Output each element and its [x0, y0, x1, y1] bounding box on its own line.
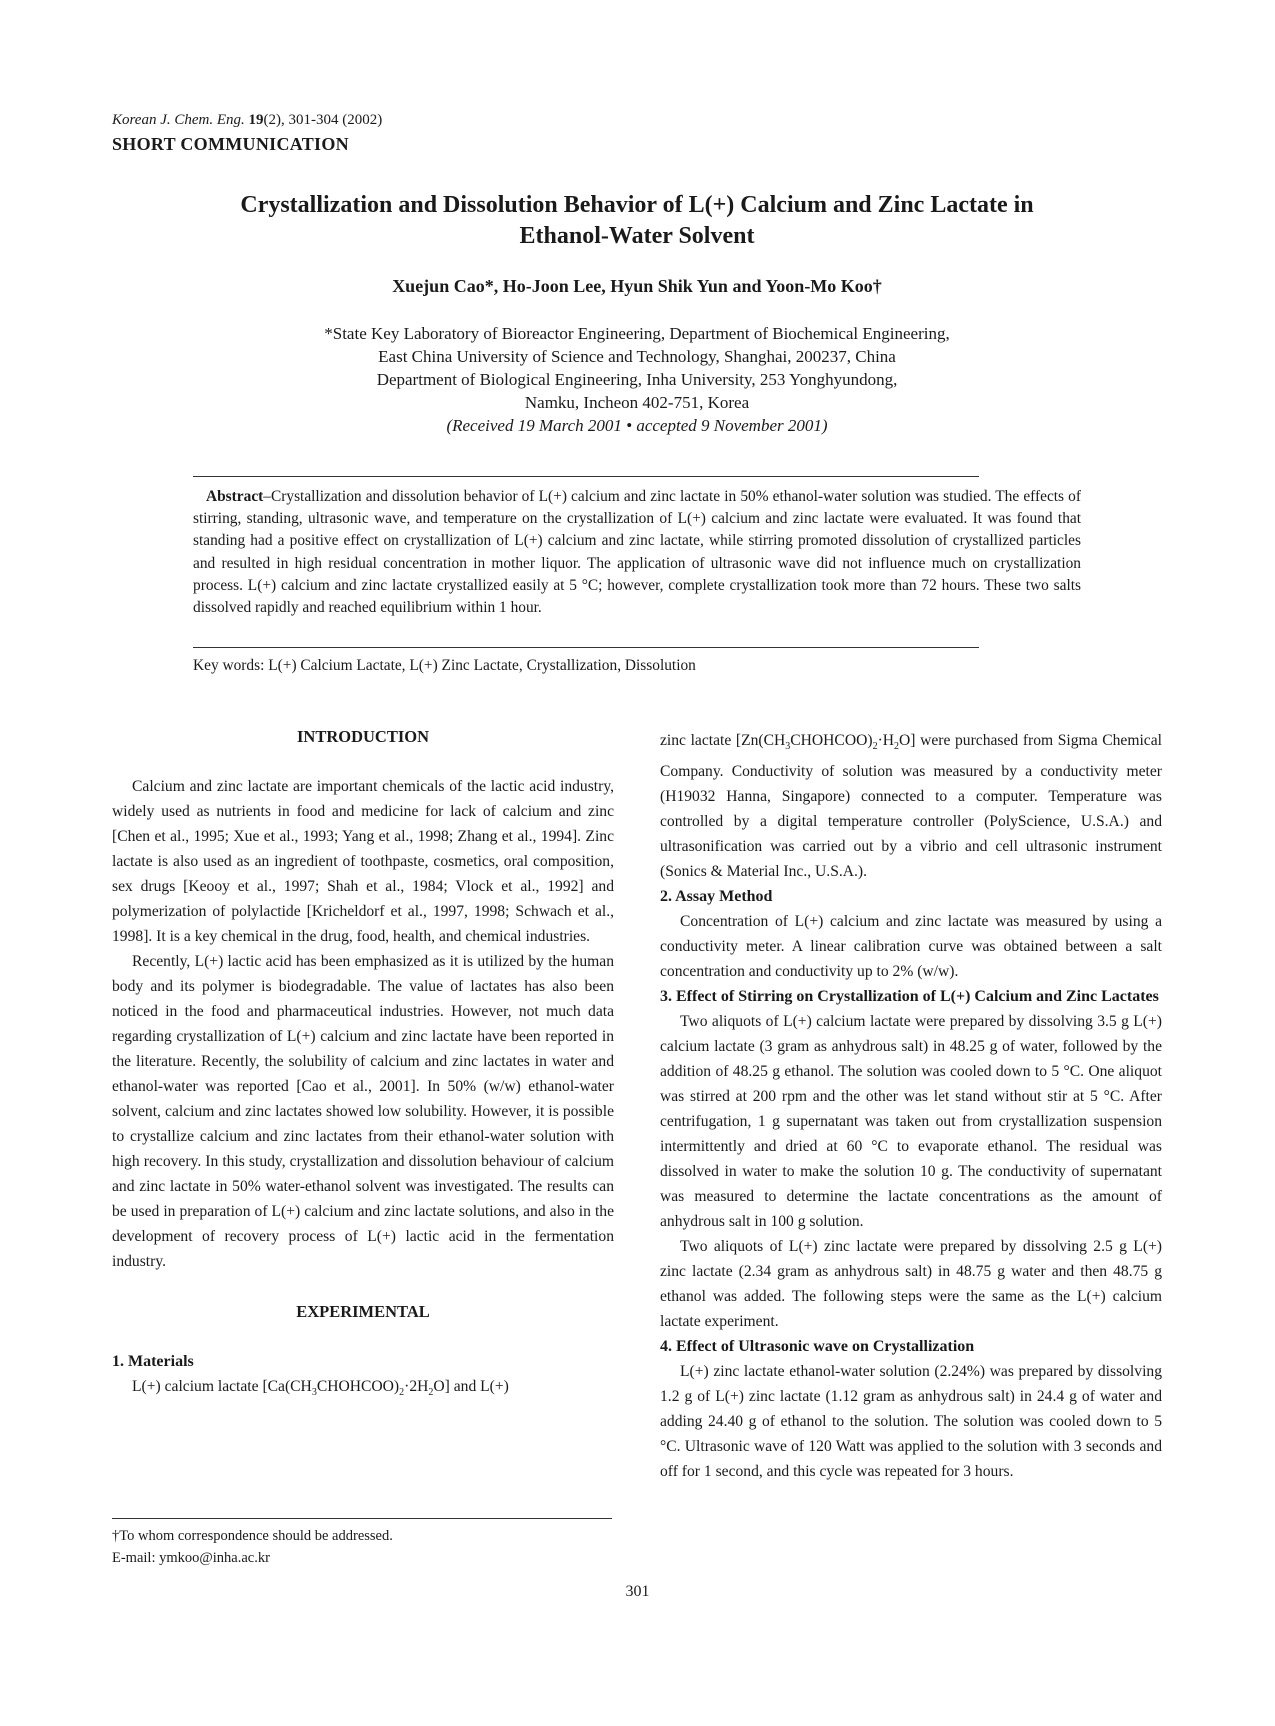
- abstract-label: Abstract: [206, 488, 264, 505]
- introduction-paragraph-2: Recently, L(+) lactic acid has been emphasized as it is utilized by the human body and its polymer is biodegradable. The value of lactates has also been noticed in the food and pharmaceutical industries. However, not much data regarding crystallization of L(+) calcium and zinc lactate have been reported in the literature. Recently, the solubility of calcium and zinc lactates in water and ethanol-water was reported [Cao et al., 2001]. In 50% (w/w) ethanol-water solvent, calcium and zinc lactates showed low solubility. However, it is possible to crystallize calcium and zinc lactates from their ethanol-water solution with high recovery. In this study, crystallization and dissolution behaviour of calcium and zinc lactate in 50% water-ethanol solvent was investigated. The results can be used in preparation of L(+) calcium and zinc lactate solutions, and also in the development of recovery process of L(+) lactic acid in the fermentation industry.: [112, 953, 614, 1270]
- author-list: Xuejun Cao*, Ho-Joon Lee, Hyun Shik Yun and Yoon-Mo Koo†: [392, 276, 882, 296]
- journal-volume: 19: [248, 112, 264, 128]
- affiliation-line-3: Department of Biological Engineering, Inha University, 253 Yonghyundong,: [376, 370, 898, 389]
- subscript-2b: 2: [428, 1387, 434, 1399]
- affiliation-line-2: East China University of Science and Technology, Shanghai, 200237, China: [378, 347, 896, 366]
- received-dates: (Received 19 March 2001 • accepted 9 November 2001): [446, 416, 828, 435]
- abstract: [193, 486, 1081, 619]
- abstract-text: –Crystallization and dissolution behavior of L(+) calcium and zinc lactate in 50% ethanol-water solution was studied. The effects of stirring, standing, ultrasonic wave, and temperature on the crystallization of L(+) calcium and zinc lactate were evaluated. It was found that standing had a positive effect on crystallization of L(+) calcium and zinc lactate, while stirring promoted dissolution of crystallized particles and resulted in high residual concentration in mother liquor. The application of ultrasonic wave did not influence much on crystallization process. L(+) calcium and zinc lactate crystallized easily at 5 °C; however, complete crystallization took more than 72 hours. These two salts dissolved rapidly and reached equilibrium within 1 hour.: [193, 488, 1081, 617]
- materials-heading: 1. Materials: [112, 1353, 194, 1370]
- experimental-heading: EXPERIMENTAL: [296, 1302, 430, 1321]
- subscript-2b: 2: [894, 741, 900, 753]
- footnote-correspondence: †To whom correspondence should be addressed.: [112, 1528, 393, 1544]
- subscript-2: 2: [872, 741, 878, 753]
- stirring-paragraph-2: Two aliquots of L(+) zinc lactate were prepared by dissolving 2.5 g L(+) zinc lactate (2.34 gram as anhydrous salt) in 48.75 g water and then 48.75 g ethanol was added. The following steps were the same as the L(+) calcium lactate experiment.: [660, 1238, 1162, 1331]
- affiliations: [112, 322, 1162, 437]
- left-column: [112, 724, 614, 1405]
- keywords: Key words: L(+) Calcium Lactate, L(+) Zinc Lactate, Crystallization, Dissolution: [193, 657, 696, 674]
- journal-issue-pages: (2), 301-304 (2002): [263, 112, 383, 128]
- zinc-lactate-text-b: CHOHCOO): [790, 732, 873, 749]
- assay-method-paragraph: Concentration of L(+) calcium and zinc lactate was measured by using a conductivity meter. A linear calibration curve was obtained between a salt concentration and conductivity up to 2% (w/w).: [660, 913, 1162, 981]
- journal-name: Korean J. Chem. Eng.: [112, 112, 245, 128]
- zinc-lactate-text-c: ·H: [877, 732, 895, 749]
- zinc-lactate-text-a: zinc lactate [Zn(CH: [660, 732, 786, 749]
- right-column: [660, 728, 1162, 1484]
- ultrasonic-paragraph: L(+) zinc lactate ethanol-water solution (2.24%) was prepared by dissolving 1.2 g of L(+) zinc lactate (1.12 gram as anhydrous salt) in 24.4 g of water and adding 24.40 g of ethanol to the solution. The solution was cooled down to 5 °C. Ultrasonic wave of 120 Watt was applied to the solution with 3 seconds and off for 1 second, and this cycle was repeated for 3 hours.: [660, 1363, 1162, 1481]
- footnote-email: E-mail: ymkoo@inha.ac.kr: [112, 1550, 270, 1566]
- paper-title: [112, 190, 1162, 252]
- affiliation-line-4: Namku, Incheon 402-751, Korea: [524, 393, 750, 412]
- subscript-3: 3: [311, 1387, 317, 1399]
- abstract-top-rule: [193, 476, 979, 477]
- materials-text-d: O] and L(+): [433, 1378, 509, 1395]
- zinc-lactate-text-d: O] were purchased from Sigma Chemical Company. Conductivity of solution was measured by a conductivity meter (H19032 Hanna, Singapore) connected to a computer. Temperature was controlled by a digital temperature controller (PolyScience, U.S.A.) and ultrasonification was carried out by a vibrio and cell ultrasonic instrument (Sonics & Material Inc., U.S.A.).: [660, 732, 1162, 881]
- materials-paragraph: [112, 1374, 614, 1405]
- materials-text-b: CHOHCOO): [316, 1378, 400, 1395]
- assay-method-heading: 2. Assay Method: [660, 888, 773, 906]
- introduction-heading: INTRODUCTION: [296, 727, 430, 746]
- materials-continued: [660, 728, 1162, 884]
- footnote: [112, 1525, 393, 1569]
- title-line-2: Ethanol-Water Solvent: [519, 223, 755, 249]
- abstract-bottom-rule: [193, 647, 979, 648]
- stirring-paragraph-1: Two aliquots of L(+) calcium lactate were prepared by dissolving 3.5 g L(+) calcium lactate (3 gram as anhydrous salt) in 48.25 g of water, followed by the addition of 48.25 g ethanol. The solution was cooled down to 5 °C. One aliquot was stirred at 200 rpm and the other was let stand without stir at 5 °C. After centrifugation, 1 g supernatant was taken out from crystallization suspension intermittently and dried at 60 °C to evaporate ethanol. The residual was dissolved in water to make the solution 10 g. The conductivity of supernatant was measured to determine the lactate concentrations as the amount of anhydrous salt in 100 g solution.: [660, 1013, 1162, 1231]
- page-number: 301: [625, 1583, 650, 1600]
- ultrasonic-heading: 4. Effect of Ultrasonic wave on Crystallization: [660, 1338, 975, 1356]
- materials-text-c: ·2H: [404, 1378, 429, 1395]
- affiliation-line-1: *State Key Laboratory of Bioreactor Engineering, Department of Biochemical Engineering,: [324, 324, 950, 343]
- stirring-heading: 3. Effect of Stirring on Crystallization of L(+) Calcium and Zinc Lactates: [660, 988, 1159, 1006]
- introduction-paragraph-1: Calcium and zinc lactate are important chemicals of the lactic acid industry, widely used as nutrients in food and medicine for lack of calcium and zinc [Chen et al., 1995; Xue et al., 1993; Yang et al., 1998; Zhang et al., 1994]. Zinc lactate is also used as an ingredient of toothpaste, cosmetics, oral composition, sex drugs [Keooy et al., 1997; Shah et al., 1984; Vlock et al., 1992] and polymerization of polylactide [Kricheldorf et al., 1997, 1998; Schwach et al., 1998]. It is a key chemical in the drug, food, health, and chemical industries.: [112, 778, 614, 945]
- footnote-rule: [112, 1518, 612, 1519]
- section-type: SHORT COMMUNICATION: [112, 134, 349, 154]
- materials-text-a: L(+) calcium lactate [Ca(CH: [132, 1378, 312, 1395]
- subscript-2: 2: [399, 1387, 405, 1399]
- subscript-3: 3: [785, 741, 791, 753]
- title-line-1: Crystallization and Dissolution Behavior of L(+) Calcium and Zinc Lactate in: [240, 192, 1034, 218]
- journal-citation: [112, 112, 382, 129]
